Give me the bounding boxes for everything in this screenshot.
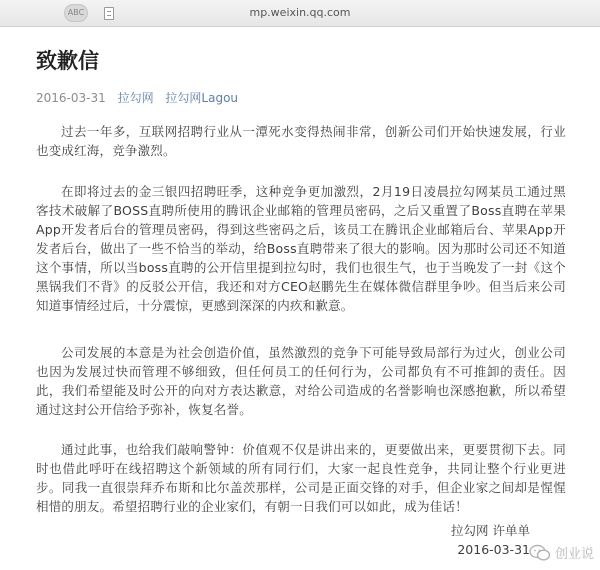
reader-mode-button[interactable]: ABC <box>64 4 88 22</box>
publish-date: 2016-03-31 <box>36 91 106 105</box>
wechat-icon <box>529 544 551 562</box>
account-link[interactable]: 拉勾网Lagou <box>165 91 239 105</box>
url-display[interactable]: mp.weixin.qq.com <box>249 6 351 19</box>
signature <box>451 521 530 559</box>
article-paragraph: 过去一年多，互联网招聘行业从一潭死水变得热闹非常，创新公司们开始快速发展，行业也变成红海，竞争激烈。 <box>36 124 566 158</box>
article-paragraph: 通过此事，也给我们敲响警钟：价值观不仅是讲出来的，更要做出来，更要贯彻下去。同时也借此呼吁在线招聘这个新领域的所有同行们，大家一起良性竞争，共同让整个行业更进步。同我一直很崇拜乔布斯和比尔盖茨那样，公司是正面交锋的对手，但企业家之间却是惺惺相惜的朋友。希望招聘行业的企业家们，有朝一日我们可以如此，成为佳话！ <box>36 442 566 514</box>
article-title: 致歉信 <box>36 49 99 73</box>
browser-address-bar <box>0 0 600 27</box>
watermark <box>529 543 594 562</box>
signature-name: 拉勾网 许单单 <box>451 523 530 538</box>
author-name: 拉勾网 <box>117 91 154 105</box>
signature-date: 2016-03-31 <box>457 542 530 557</box>
article-paragraph: 公司发展的本意是为社会创造价值，虽然激烈的竞争下可能导致局部行为过火，创业公司也因为发展过快而管理不够细致，但任何员工的任何行为，公司都负有不可推卸的责任。因此，我们希望能及时公开的向对方表达歉意，对给公司造成的名誉影响也深感抱歉，所以希望通过这封公开信给予弥补，恢复名誉。 <box>36 345 566 417</box>
article-meta <box>36 89 238 106</box>
article <box>0 27 600 570</box>
watermark-text: 创业说 <box>554 547 594 562</box>
article-paragraph: 在即将过去的金三银四招聘旺季，这种竞争更加激烈，2月19日凌晨拉勾网某员工通过黑客技术破解了BOSS直聘所使用的腾讯企业邮箱的管理员密码，之后又重置了Boss直聘在苹果App开发者后台的管理员密码，得到这些密码之后，该员工在腾讯企业邮箱后台、苹果App开发者后台，做出了一些不恰当的举动，给Boss直聘带来了很大的影响。因为那时公司还不知道这个事情，所以当boss直聘的公开信里提到拉勾时，我们也很生气，也于当晚发了一封《这个黑锅我们不背》的反驳公开信，我还和对方CEO赵鹏先生在媒体微信群里争吵。但当后来公司知道事情经过后，十分震惊，更感到深深的内疚和歉意。 <box>36 184 566 313</box>
